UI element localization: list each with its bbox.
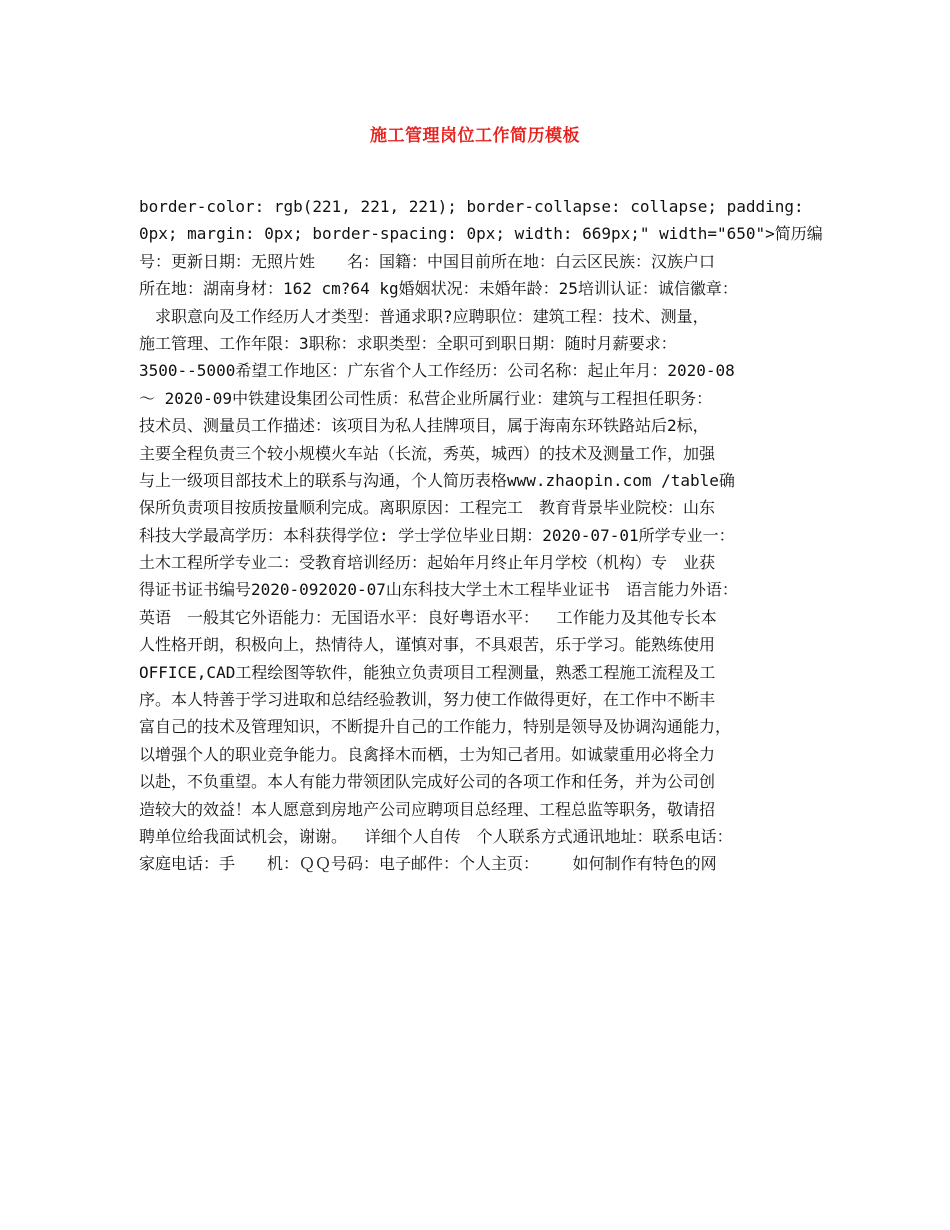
body-line: 聘单位给我面试机会，谢谢。 详细个人自传 个人联系方式通讯地址：联系电话： bbox=[139, 826, 733, 846]
body-line: 0px; margin: 0px; border-spacing: 0px; width: 669px;" width="650">简历编 bbox=[139, 224, 823, 244]
body-line: 技术员、测量员工作描述：该项目为私人挂牌项目，属于海南东环铁路站后2标， bbox=[139, 416, 709, 436]
body-line: 富自己的技术及管理知识，不断提升自己的工作能力，特别是领导及协调沟通能力， bbox=[139, 717, 732, 737]
body-line: 人性格开朗，积极向上，热情待人，谨慎对事，不具艰苦，乐于学习。能熟练使用 bbox=[139, 635, 716, 655]
body-line: 保所负责项目按质按量顺利完成。离职原因：工程完工 教育背景毕业院校：山东 bbox=[139, 498, 716, 518]
body-line: 英语 一般其它外语能力：无国语水平：良好粤语水平： 工作能力及其他专长本 bbox=[139, 607, 717, 627]
body-line: border-color: rgb(221, 221, 221); border-collapse: collapse; padding: bbox=[139, 197, 804, 216]
body-line: 家庭电话：手 机：ＱＱ号码：电子邮件：个人主页： 如何制作有特色的网 bbox=[139, 854, 717, 874]
body-line: 3500--5000希望工作地区：广东省个人工作经历：公司名称：起止年月：2020-08 bbox=[139, 361, 735, 381]
body-line: 主要全程负责三个较小规模火车站（长流，秀英，城西）的技术及测量工作，加强 bbox=[139, 443, 716, 463]
body-line: 与上一级项目部技术上的联系与沟通，个人简历表格www.zhaopin.com /table确 bbox=[139, 470, 735, 490]
body-line: OFFICE,CAD工程绘图等软件，能独立负责项目工程测量，熟悉工程施工流程及工 bbox=[139, 662, 716, 682]
document-body bbox=[139, 193, 829, 878]
body-line: 以增强个人的职业竞争能力。良禽择木而栖，士为知己者用。如诚蒙重用必将全力 bbox=[139, 744, 716, 764]
body-line: 得证书证书编号2020-092020-07山东科技大学土木工程毕业证书 语言能力外语： bbox=[139, 580, 738, 600]
body-line: 施工管理、工作年限：3职称：求职类型：全职可到职日期：随时月薪要求： bbox=[139, 333, 677, 353]
body-line: 造较大的效益！本人愿意到房地产公司应聘项目总经理、工程总监等职务，敬请招 bbox=[139, 799, 716, 819]
body-line: 号：更新日期：无照片姓 名：国籍：中国目前所在地：白云区民族：汉族户口 bbox=[139, 251, 716, 271]
body-line: 土木工程所学专业二：受教育培训经历：起始年月终止年月学校（机构）专 业获 bbox=[139, 553, 716, 573]
body-line: 以赴，不负重望。本人有能力带领团队完成好公司的各项工作和任务，并为公司创 bbox=[139, 772, 716, 792]
document-title: 施工管理岗位工作简历模板 bbox=[370, 126, 580, 146]
body-line: 求职意向及工作经历人才类型：普通求职?应聘职位：建筑工程：技术、测量， bbox=[139, 306, 709, 326]
body-line: ～ 2020-09中铁建设集团公司性质：私营企业所属行业：建筑与工程担任职务： bbox=[139, 388, 713, 408]
body-line: 序。本人特善于学习进取和总结经验教训，努力使工作做得更好，在工作中不断丰 bbox=[139, 690, 716, 710]
body-line: 所在地：湖南身材：162 cm?64 kg婚姻状况：未婚年龄：25培训认证：诚信徽章： bbox=[139, 279, 738, 299]
body-line: 科技大学最高学历：本科获得学位: 学士学位毕业日期：2020-07-01所学专业一： bbox=[139, 525, 735, 545]
